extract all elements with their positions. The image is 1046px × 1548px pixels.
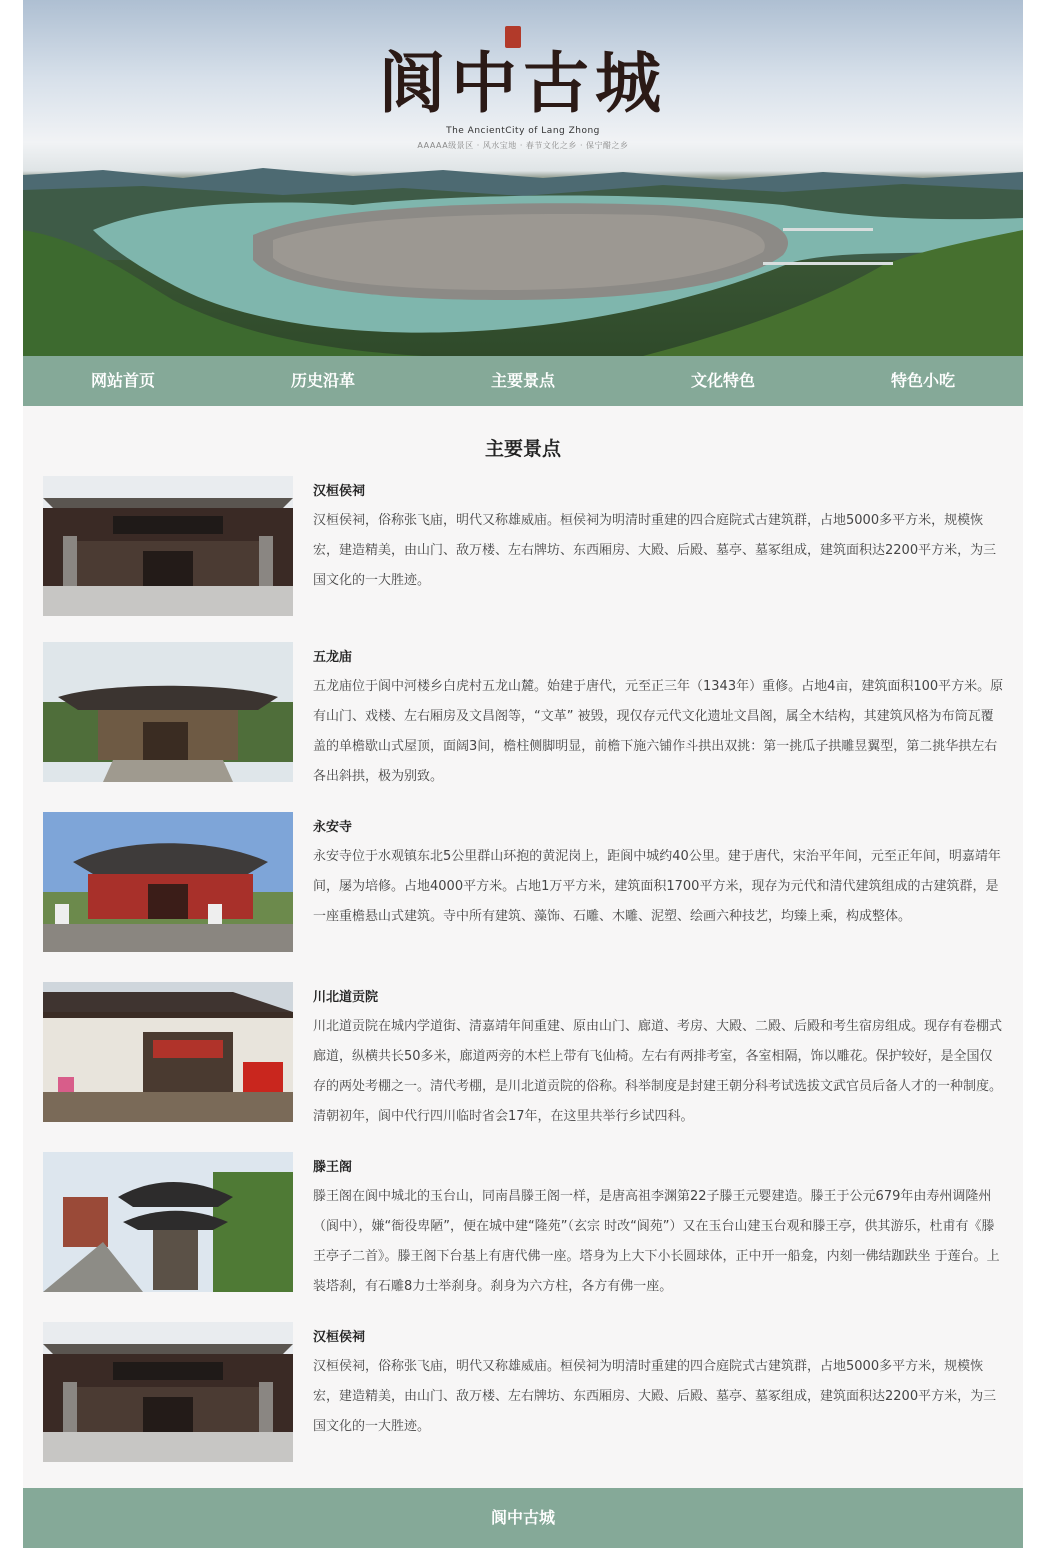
- spot-image[interactable]: [43, 1322, 293, 1462]
- spot-description: 汉桓侯祠，俗称张飞庙，明代又称雄威庙。桓侯祠为明清时重建的四合庭院式古建筑群，占地5000多平方米，规模恢宏，建造精美，由山门、敌万楼、左右牌坊、东西厢房、大殿、后殿、墓亭、墓冢组成，建筑面积达2200平方米，为三国文化的一大胜迹。: [313, 1359, 997, 1434]
- spot-description: 永安寺位于水观镇东北5公里群山环抱的黄泥岗上，距阆中城约40公里。建于唐代，宋治平年间，元至正年间，明嘉靖年间，屡为培修。占地4000平方米。占地1万平方米，建筑面积1700平方米，现存为元代和清代建筑组成的古建筑群，是一座重檐悬山式建筑。寺中所有建筑、藻饰、石雕、木雕、泥塑、绘画六种技艺，均臻上乘，构成整体。: [313, 849, 1001, 924]
- spot-name[interactable]: 滕王阁: [313, 1160, 353, 1175]
- nav-item-snacks[interactable]: 特色小吃: [890, 371, 955, 390]
- spot-description: 汉桓侯祠，俗称张飞庙，明代又称雄威庙。桓侯祠为明清时重建的四合庭院式古建筑群，占地5000多平方米，规模恢宏，建造精美，由山门、敌万楼、左右牌坊、东西厢房、大殿、后殿、墓亭、墓冢组成，建筑面积达2200平方米，为三国文化的一大胜迹。: [313, 513, 997, 588]
- main-nav: [23, 356, 1023, 406]
- spot-name[interactable]: 五龙庙: [313, 650, 353, 665]
- spot-description: 滕王阁在阆中城北的玉台山，同南昌滕王阁一样，是唐高祖李渊第22子滕王元婴建造。滕王于公元679年由寿州调隆州（阆中），嫌“衙役卑陋”，便在城中建“隆苑”（玄宗 时改“阆苑”）又在玉台山建玉台观和滕王亭，供其游乐，杜甫有《滕王亭子二首》。滕王阁下台基上有唐代佛一座。塔身为上大下小长圆球体，正中开一船龛，内刻一佛结跏趺坐 于莲台。上装塔刹，有石雕8力士举刹身。刹身为六方柱，各方有佛一座。: [313, 1189, 1000, 1294]
- spot-name[interactable]: 汉桓侯祠: [313, 484, 366, 499]
- spot-description: 五龙庙位于阆中河楼乡白虎村五龙山麓。始建于唐代，元至正三年（1343年）重修。占地4亩，建筑面积100平方米。原有山门、戏楼、左右厢房及文昌阁等，“文革” 被毁，现仅存元代文化遗址文昌阁，属全木结构，其建筑风格为布筒瓦覆盖的单檐歇山式屋顶，面阔3间，檐柱侧脚明显，前檐下施六铺作斗拱出双挑：第一挑瓜子拱雕昱翼型，第二挑华拱左右各出斜拱，极为别致。: [313, 679, 1004, 784]
- nav-item-attractions[interactable]: 主要景点: [490, 371, 555, 390]
- spot-name[interactable]: 汉桓侯祠: [313, 1330, 366, 1345]
- nav-item-home[interactable]: 网站首页: [90, 371, 155, 390]
- banner: [23, 0, 1023, 356]
- spot-image[interactable]: [43, 642, 293, 782]
- footer: 阆中古城: [23, 1488, 1023, 1548]
- nav-item-history[interactable]: 历史沿革: [290, 371, 355, 390]
- section-title: 主要景点: [484, 438, 561, 460]
- spot-item: [43, 642, 1003, 784]
- spot-item: [43, 1322, 1003, 1464]
- spot-name[interactable]: 川北道贡院: [313, 990, 379, 1005]
- spot-name[interactable]: 永安寺: [313, 820, 353, 835]
- banner-tagline: AAAAA级景区 · 风水宝地 · 春节文化之乡 · 保宁醋之乡: [417, 141, 629, 150]
- spot-item: [43, 1152, 1003, 1294]
- page-container: [23, 0, 1023, 1548]
- banner-subtitle: The AncientCity of Lang Zhong: [446, 126, 600, 136]
- spot-image[interactable]: [43, 476, 293, 616]
- spot-image[interactable]: [43, 812, 293, 952]
- spot-image[interactable]: [43, 1152, 293, 1292]
- spot-item: [43, 982, 1003, 1124]
- spot-item: [43, 812, 1003, 954]
- banner-title: 阆中古城: [379, 44, 667, 122]
- spot-image[interactable]: [43, 982, 293, 1122]
- spot-item: [43, 476, 1003, 618]
- spot-description: 川北道贡院在城内学道街、清嘉靖年间重建、原由山门、廊道、考房、大殿、二殿、后殿和考生宿房组成。现存有卷棚式廊道，纵横共长50多米，廊道两旁的木栏上带有飞仙椅。左右有两排考室，各室相隔，饰以雕花。保护较好，是全国仅存的两处考棚之一。清代考棚，是川北道贡院的俗称。科举制度是封建王朝分科考试选拔文武官员后备人才的一种制度。清朝初年，阆中代行四川临时省会17年，在这里共举行乡试四科。: [313, 1019, 1003, 1124]
- nav-item-culture[interactable]: 文化特色: [690, 371, 755, 390]
